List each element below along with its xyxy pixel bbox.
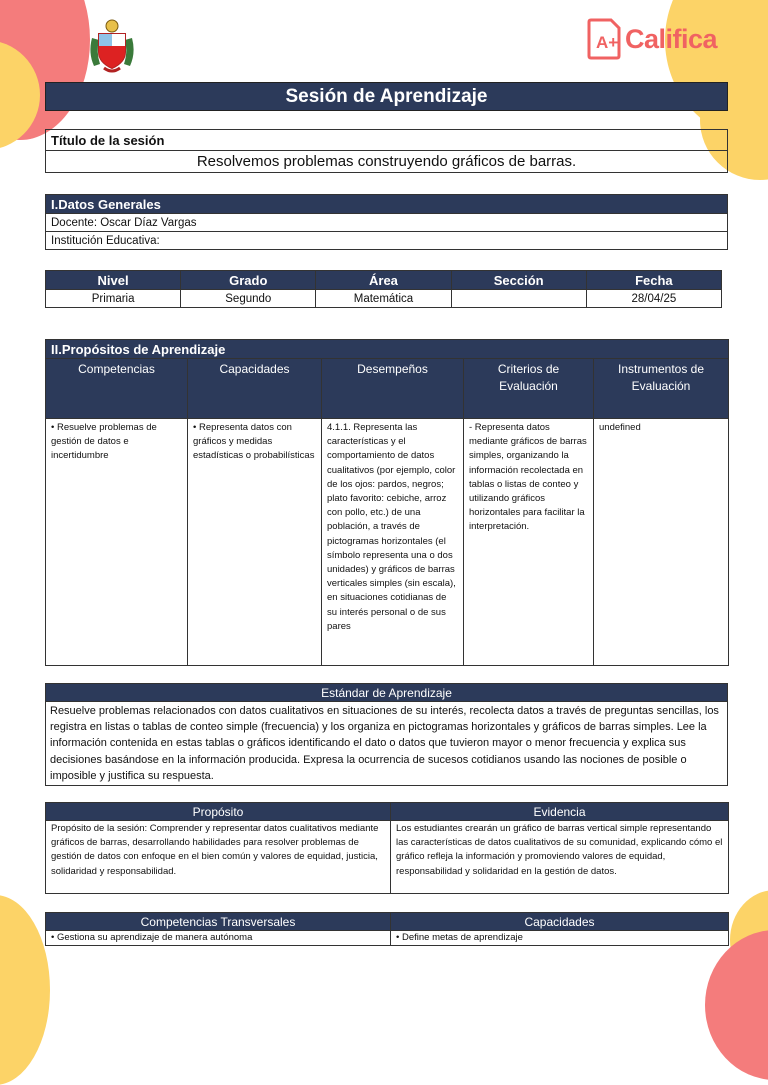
- criteria-cell: - Representa datos mediante gráficos de barras simples, organizando la información recolectada en tablas o listas de conteo y utilizando gráficos horizontales para facilitar la interpretación.: [464, 419, 594, 666]
- decor-blob-coral-bottom-right: [705, 930, 768, 1080]
- peru-crest-icon: [86, 18, 138, 76]
- evidence-header: Evidencia: [391, 803, 729, 821]
- performances-header: Desempeños: [322, 359, 464, 419]
- instruments-cell: undefined: [594, 419, 729, 666]
- general-data-heading: I.Datos Generales: [46, 195, 728, 214]
- learning-purposes-heading: II.Propósitos de Aprendizaje: [46, 340, 729, 359]
- session-title-value: Resolvemos problemas construyendo gráficos de barras.: [46, 151, 728, 173]
- instruments-header: Instrumentos de Evaluación: [594, 359, 729, 419]
- learning-standard-section: [45, 683, 728, 786]
- area-header: Área: [316, 271, 451, 290]
- competencies-header: Competencias: [46, 359, 188, 419]
- transversal-section: [45, 912, 728, 946]
- capacity-cell: • Representa datos con gráficos y medidas estadísticas o probabilísticas: [188, 419, 322, 666]
- competency-cell: • Resuelve problemas de gestión de datos e incertidumbre: [46, 419, 188, 666]
- capacities-header: Capacidades: [188, 359, 322, 419]
- learning-standard-heading: Estándar de Aprendizaje: [46, 684, 728, 702]
- page-title-text: Sesión de Aprendizaje: [285, 86, 488, 107]
- learning-purposes-section: [45, 339, 728, 666]
- session-title-label: Título de la sesión: [46, 130, 728, 151]
- date-value: 28/04/25: [586, 290, 721, 308]
- evidence-text: Los estudiantes crearán un gráfico de barras vertical simple representando las características de datos cualitativos de su comunidad, explicando cómo el gráfico refleja la información y promoviendo valores de equidad, responsabilidad y solidaridad en la gestión de datos.: [391, 821, 729, 894]
- level-value: Primaria: [46, 290, 181, 308]
- learning-standard-text: Resuelve problemas relacionados con datos cualitativos en situaciones de su interés, recolecta datos a través de preguntas sencillas, los registra en listas o tablas de conteo simple (frecuencia) y los organiza en pictogramas horizontales y gráficos de barras simples. Lee la información contenida en estas tablas o gráficos identificando el dato o datos que tuvieron mayor o menor frecuencia y explica sus decisiones basándose en la información producida. Expresa la ocurrencia de sucesos cotidianos usando las nociones de posible o imposible y justifica su respuesta.: [46, 702, 728, 786]
- session-title-block: [45, 129, 728, 173]
- section-value: [451, 290, 586, 308]
- califica-badge-text: A+: [596, 33, 619, 52]
- decor-blob-yellow-bottom-left: [0, 895, 50, 1085]
- transversal-competency-value: • Gestiona su aprendizaje de manera autónoma: [46, 931, 391, 946]
- purpose-header: Propósito: [46, 803, 391, 821]
- performance-cell: 4.1.1. Representa las características y el comportamiento de datos cualitativos (por ejemplo, color de los ojos: pardos, negros; plato favorito: cebiche, arroz con pollo, etc.) de una población, a través de pictogramas horizontales (el símbolo representa una o dos unidades) y gráficos de barras verticales simples (sin escala), en situaciones cotidianas de su interés personal o de sus pares: [322, 419, 464, 666]
- level-info-table: [45, 270, 722, 308]
- grade-value: Segundo: [181, 290, 316, 308]
- purpose-evidence-section: [45, 802, 728, 894]
- transversal-competencies-header: Competencias Transversales: [46, 913, 391, 931]
- section-header: Sección: [451, 271, 586, 290]
- califica-brand-text: Califica: [625, 24, 718, 54]
- transversal-capacity-value: • Define metas de aprendizaje: [391, 931, 729, 946]
- area-value: Matemática: [316, 290, 451, 308]
- teacher-field: Docente: Oscar Díaz Vargas: [46, 214, 728, 232]
- level-header: Nivel: [46, 271, 181, 290]
- grade-header: Grado: [181, 271, 316, 290]
- date-header: Fecha: [586, 271, 721, 290]
- transversal-capacities-header: Capacidades: [391, 913, 729, 931]
- general-data-section: [45, 194, 728, 250]
- institution-field: Institución Educativa:: [46, 232, 728, 250]
- page-title: [45, 82, 728, 111]
- criteria-header: Criterios de Evaluación: [464, 359, 594, 419]
- califica-logo: [587, 18, 727, 64]
- purpose-text: Propósito de la sesión: Comprender y representar datos cualitativos mediante gráficos de barras, desarrollando habilidades para resolver problemas de gestión de datos con enfoque en el bien común y valores de equidad, justicia, solidaridad y responsabilidad.: [46, 821, 391, 894]
